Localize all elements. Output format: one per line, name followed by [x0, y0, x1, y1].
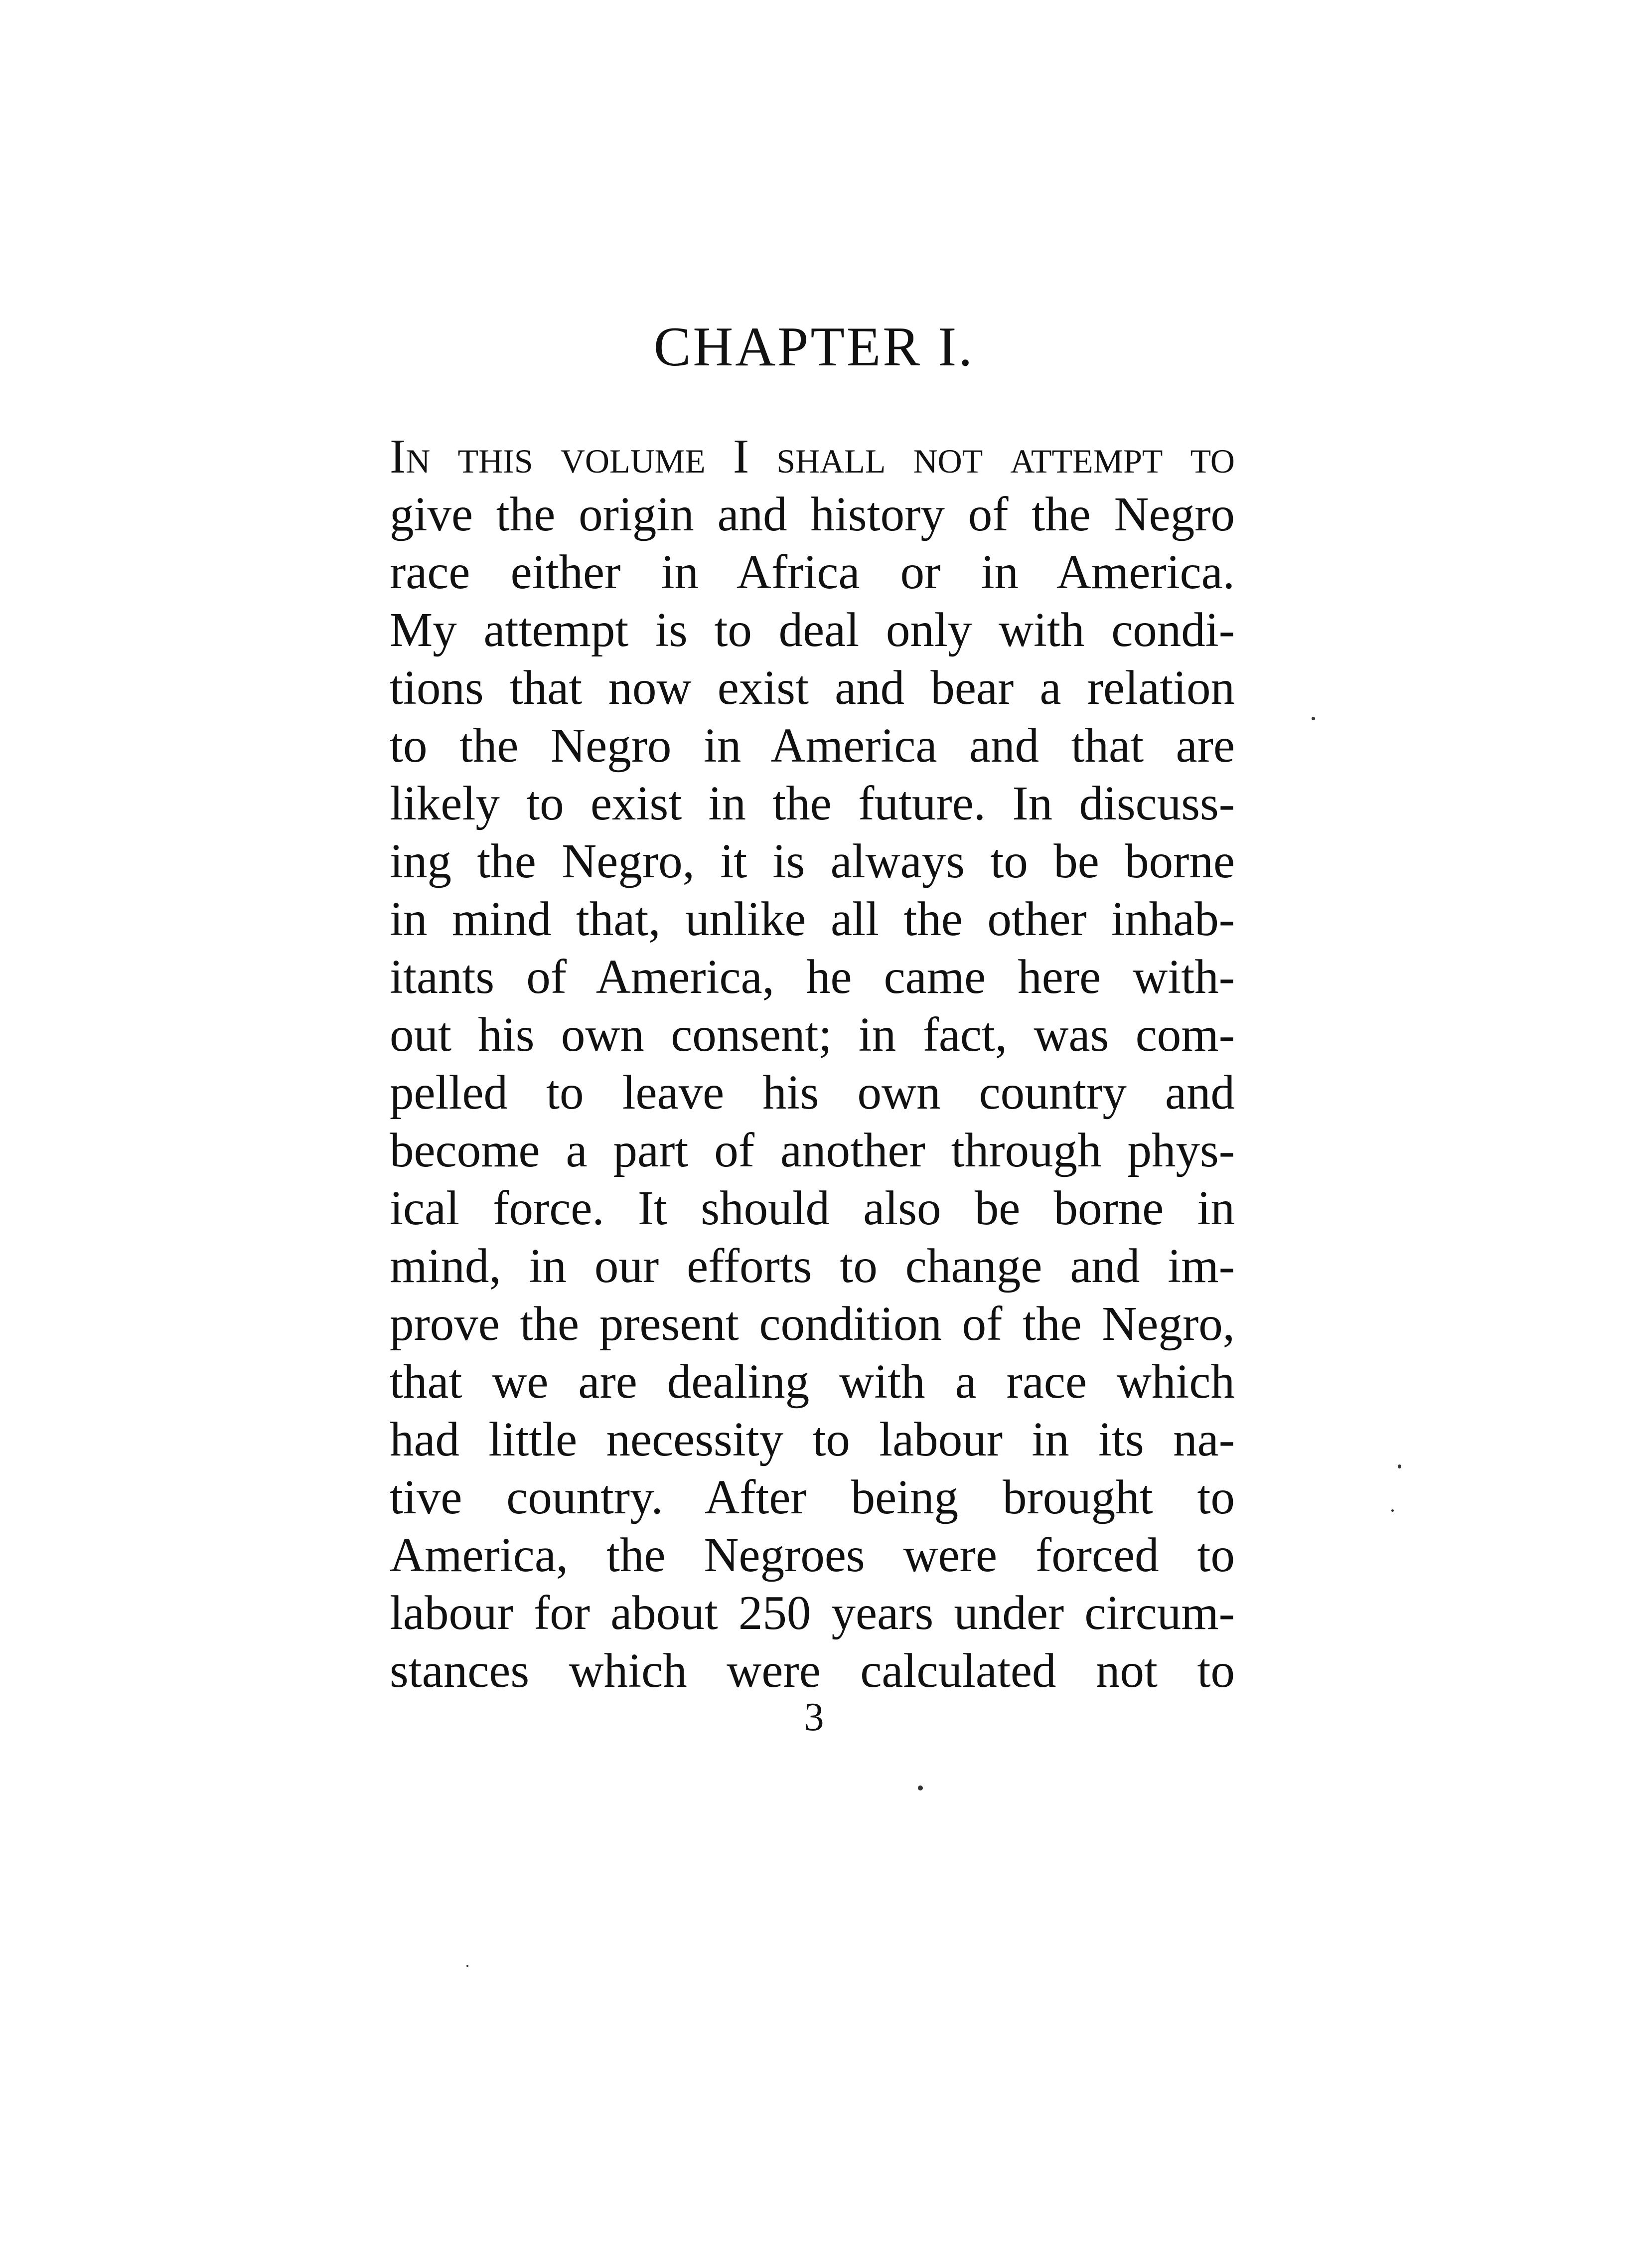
scan-speck: [1398, 1464, 1401, 1468]
text-line: out his own consent; in fact, was com-: [390, 1008, 1235, 1061]
text-line: pelled to leave his own country and: [390, 1066, 1235, 1119]
text-line: had little necessity to labour in its na-: [390, 1413, 1235, 1466]
chapter-heading: CHAPTER I.: [653, 316, 975, 378]
scan-speck: [918, 1785, 923, 1790]
text-line: give the origin and history of the Negro: [390, 487, 1235, 541]
scan-speck: [466, 1965, 468, 1967]
text-line: prove the present condition of the Negro,: [390, 1297, 1235, 1350]
text-line: become a part of another through phys-: [390, 1124, 1235, 1177]
text-line: tive country. After being brought to: [390, 1470, 1235, 1524]
text-line: race either in Africa or in America.: [390, 545, 1235, 599]
text-line: ing the Negro, it is always to be borne: [390, 834, 1235, 888]
text-line: America, the Negroes were forced to: [390, 1528, 1235, 1582]
scan-speck: [1312, 717, 1315, 720]
text-line: ical force. It should also be borne in: [390, 1181, 1235, 1235]
body-paragraph: [390, 428, 1235, 1700]
text-line: In this volume I shall not attempt to: [390, 430, 1235, 483]
text-line: stances which were calculated not to: [390, 1644, 1235, 1697]
text-line: mind, in our efforts to change and im-: [390, 1239, 1235, 1293]
text-line: to the Negro in America and that are: [390, 719, 1235, 772]
text-line: My attempt is to deal only with condi-: [390, 603, 1235, 656]
page-number: 3: [804, 1695, 824, 1739]
scan-speck: [1391, 1509, 1394, 1512]
text-line: that we are dealing with a race which: [390, 1355, 1235, 1408]
text-line: likely to exist in the future. In discuss-: [390, 777, 1235, 830]
text-line: itants of America, he came here with-: [390, 950, 1235, 1003]
text-line: in mind that, unlike all the other inhab-: [390, 892, 1235, 946]
text-line: tions that now exist and bear a relation: [390, 661, 1235, 714]
text-line: labour for about 250 years under circum-: [390, 1586, 1235, 1639]
